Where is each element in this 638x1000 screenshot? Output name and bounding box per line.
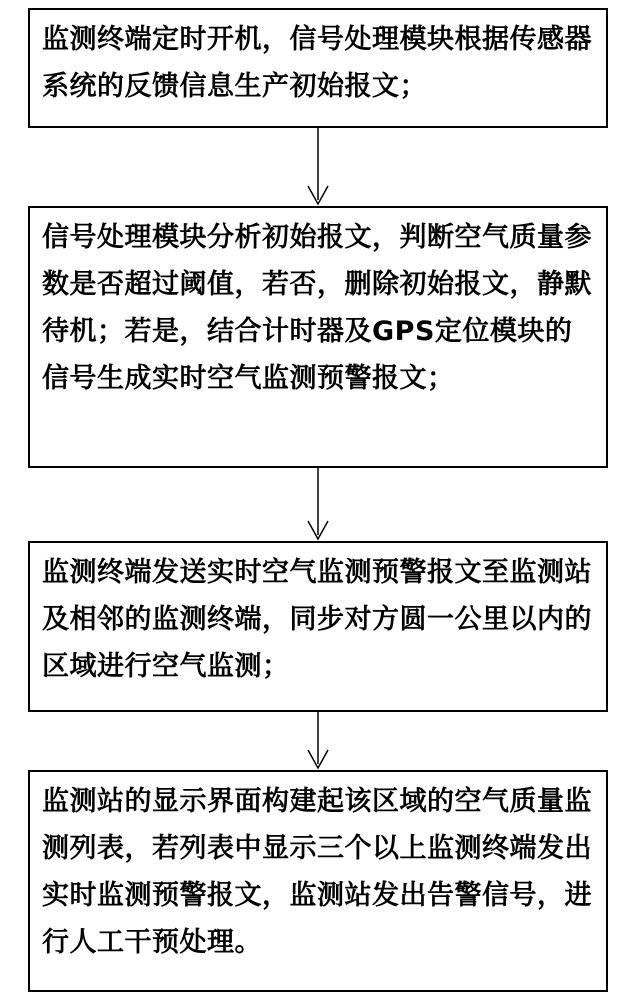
step-3-box — [28, 541, 608, 712]
step-1-text: 监测终端定时开机，信号处理模块根据传感器系统的反馈信息生产初始报文； — [42, 24, 592, 102]
step-2-text: 信号处理模块分析初始报文，判断空气质量参数是否超过阈值，若否，删除初始报文，静默待机；若是，结合计时器及GPS定位模块的信号生成实时空气监测预警报文； — [42, 222, 592, 394]
step-3-text: 监测终端发送实时空气监测预警报文至监测站及相邻的监测终端，同步对方圆一公里以内的区域进行空气监测； — [42, 557, 592, 682]
step-4-box — [28, 770, 608, 992]
arrow-1-to-2 — [308, 128, 328, 204]
step-2-box — [28, 206, 608, 468]
step-1-box — [28, 8, 608, 128]
step-4-text: 监测站的显示界面构建起该区域的空气质量监测列表，若列表中显示三个以上监测终端发出实时监测预警报文，监测站发出告警信号，进行人工干预处理。 — [42, 786, 592, 958]
arrow-3-to-4 — [308, 712, 328, 768]
arrow-2-to-3 — [308, 468, 328, 539]
